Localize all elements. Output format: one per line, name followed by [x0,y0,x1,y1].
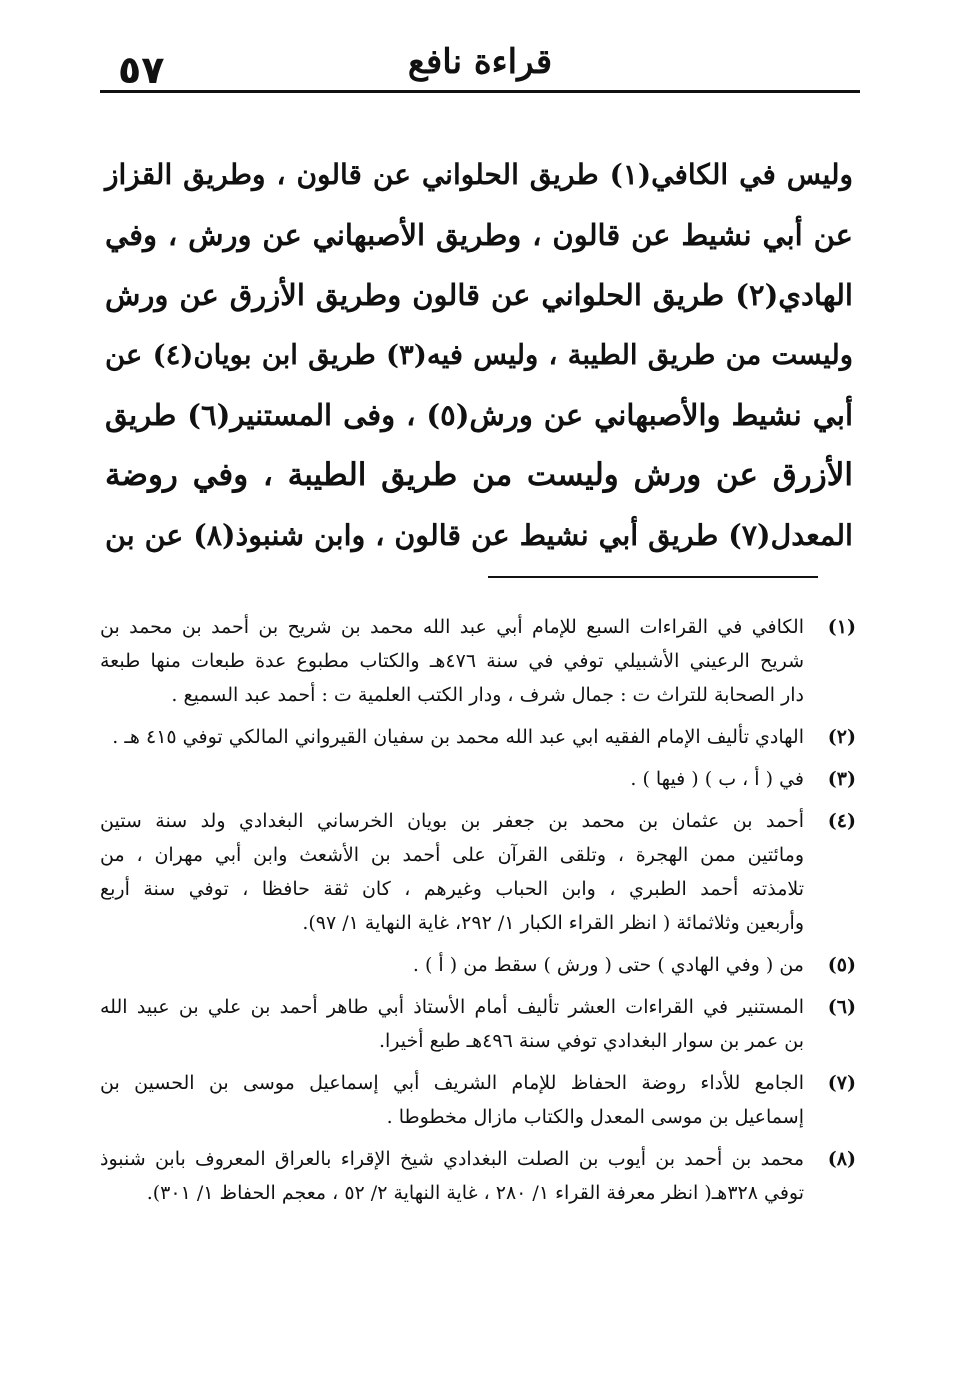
footnote-3 [100,762,856,796]
footnote-text [100,990,804,1058]
main-text-line: وليست من طريق الطيبة ، وليس فيه(٣) طريق ابن بويان(٤) عن [105,339,853,371]
footnote-text [100,610,804,712]
footnote-text [100,720,804,754]
main-text-line: المعدل(٧) طريق أبي نشيط عن قالون ، وابن شنبوذ(٨) عن بن [105,518,853,552]
footnote-1 [100,610,856,712]
footnote-line: الكافي في القراءات السبع للإمام أبي عبد الله محمد بن شريح بن أحمد بن محمد بن [100,616,804,638]
footnote-8 [100,1142,856,1210]
footnote-text [100,804,804,940]
footnote-line: أحمد بن عثمان بن محمد بن جعفر بن بويان الخرساني البغدادي ولد سنة ستين [100,810,804,832]
main-text-line: أبي نشيط والأصبهاني عن ورش(٥) ، وفى المستنير(٦) طريق [105,398,854,432]
footnote-line: تلامذته أحمد الطبري ، وابن الحباب وغيرهم ، كان ثقة حافظا ، توفي سنة أربع [100,878,804,900]
footnote-number: (٣) [827,768,856,790]
main-text-line: وليس في الكافي(١) طريق الحلواني عن قالون ، وطريق القزاز [105,158,853,191]
main-text-line: عن أبي نشيط عن قالون ، وطريق الأصبهاني عن ورش ، وفي [105,218,853,252]
footnote-text [100,762,804,796]
footnote-number: (٨) [827,1148,856,1170]
main-text-line: الهادي(٢) طريق الحلواني عن قالون وطريق الأزرق عن ورش [105,278,853,312]
footnote-line: الجامع للأداء روضة الحفاظ للإمام الشريف أبي إسماعيل موسى بن الحسين بن [100,1072,804,1094]
footnote-text [100,1142,804,1210]
footnote-line: توفي ٣٢٨هـ( انظر معرفة القراء ١/ ٢٨٠ ، غاية النهاية ٢/ ٥٢ ، معجم الحفاظ ١/ ٣٠١). [146,1182,804,1204]
footnote-number: (٥) [827,954,856,976]
footnote-number: (١) [827,616,856,638]
footnote-line: شريح الرعيني الأشبيلي توفي في سنة ٤٧٦هـ والكتاب مطبوع عدة طبعات منها طبعة [100,650,805,672]
footnote-7 [100,1066,856,1134]
footnote-line: دار الصحابة للتراث ت : جمال شرف ، ودار الكتب العلمية ت : أحمد عبد السميع . [171,684,804,706]
footnote-line: وأربعين وثلاثمائة ( انظر القراء الكبار ١/ ٢٩٢، غاية النهاية ١/ ٩٧). [302,912,804,934]
footnote-line: بن عمر بن سوار البغدادي توفي سنة ٤٩٦هـ طبع أخيرا. [378,1030,804,1052]
footnote-line: في ( أ ، ب ) ( فيها ) . [630,768,804,790]
footnote-4 [100,804,856,940]
footnote-line: ومائتين ممن الهجرة ، وتلقى القرآن على أحمد بن الأشعث وابن أبي مهران ، من [100,844,804,866]
footnote-text [100,1066,804,1134]
footnote-separator [488,576,818,578]
page-header [100,40,860,100]
footnote-number: (٦) [827,996,856,1018]
footnote-5 [100,948,856,982]
footnote-line: الهادي تأليف الإمام الفقيه ابي عبد الله محمد بن سفيان القيرواني المالكي توفي ٤١٥ هـ . [112,726,804,748]
header-rule [100,90,860,93]
footnote-number: (٧) [827,1072,856,1094]
footnote-number: (٢) [827,726,856,748]
footnote-text [100,948,804,982]
footnote-2 [100,720,856,754]
footnotes [100,610,856,1218]
footnote-line: إسماعيل بن موسى المعدل والكتاب مازال مخطوطا . [386,1106,804,1128]
footnote-line: من ( وفي الهادي ) حتى ( ورش ) سقط من ( أ ) . [412,954,804,976]
main-text-line: الأزرق عن ورش وليست من طريق الطيبة ، وفي روضة [105,457,853,493]
footnote-number: (٤) [827,810,856,832]
footnote-6 [100,990,856,1058]
main-text [105,145,853,565]
page-number: ٥٧ [118,48,165,92]
running-title: قراءة نافع [407,42,553,82]
footnote-line: المستنير في القراءات العشر تأليف أمام الأستاذ أبي طاهر أحمد بن علي بن عبيد الله [100,996,804,1018]
footnote-line: محمد بن أحمد بن أيوب بن الصلت البغدادي شيخ الإقراء بالعراق المعروف بابن شنبوذ [100,1148,804,1170]
